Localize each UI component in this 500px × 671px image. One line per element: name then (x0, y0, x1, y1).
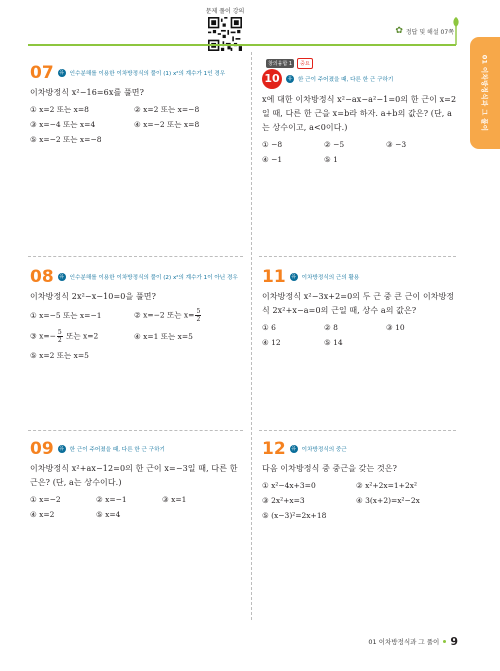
problem-number: 07 (30, 63, 54, 83)
fraction-numerator: 5 (196, 308, 201, 315)
qr-caption: 문제 풀이 강의 (205, 8, 245, 15)
row-divider (28, 256, 243, 257)
fraction-denominator: 2 (57, 337, 62, 344)
choice-5[interactable]: ⑤ x=4 (96, 510, 121, 519)
problem-type: 이차방정식의 중근 (301, 447, 347, 453)
choices (262, 480, 458, 521)
choice-3[interactable]: ③ x=1 (162, 495, 187, 504)
choice-2-text: ② x=−2 또는 x= (134, 310, 195, 320)
question-text: 이차방정식 x²−3x+2=0의 두 근 중 큰 근이 이차방정식 2x²+x−a=0의 근일 때, 상수 a의 값은? (262, 292, 455, 315)
problem-type: 인수분해를 이용한 이차방정식의 풀이 (1) x²의 계수가 1인 경우 (69, 71, 226, 77)
choice-3[interactable]: ③ 2x²+x=3 (262, 496, 305, 505)
choice-4[interactable]: ④ −1 (262, 155, 283, 164)
choice-1[interactable]: ① 6 (262, 323, 276, 332)
choice-1[interactable]: ① x=−2 (30, 495, 61, 504)
choice-2[interactable]: ② x²+2x=1+2x² (356, 481, 417, 490)
type-icon: 유 (291, 446, 297, 452)
problem-number: 10 (262, 69, 282, 89)
choice-2[interactable]: ② 8 (324, 323, 338, 332)
choice-5[interactable]: ⑤ (x−3)²=2x+18 (262, 511, 327, 520)
choice-1[interactable]: ① −8 (262, 140, 283, 149)
choices (30, 494, 245, 520)
row-divider (259, 256, 456, 257)
answer-reference-text: 정답 및 해설 07쪽 (405, 28, 454, 36)
choice-3[interactable]: ③ 10 (386, 323, 405, 332)
type-icon: 유 (291, 274, 297, 280)
choice-4[interactable]: ④ 12 (262, 338, 281, 347)
choice-1[interactable]: ① x²−4x+3=0 (262, 481, 316, 490)
row-divider (259, 430, 456, 431)
chapter-side-tab-label: 01 이차방정식과 그 풀이 (480, 54, 489, 132)
important-badge: 중요 (297, 58, 313, 69)
choice-4[interactable]: ④ x=2 (30, 510, 55, 519)
fraction-numerator: 5 (57, 329, 62, 336)
choice-2[interactable]: ② x=−1 (96, 495, 127, 504)
problem-07 (30, 64, 245, 145)
problem-number: 08 (30, 267, 54, 287)
footer-chapter: 01 이차방정식과 그 풀이 (368, 638, 440, 646)
row-divider (28, 430, 243, 431)
choices (30, 104, 245, 145)
choice-5[interactable]: ⑤ 1 (324, 155, 338, 164)
choice-4[interactable]: ④ 3(x+2)=x²−2x (356, 496, 420, 505)
fraction (195, 308, 201, 323)
problem-type: 이차방정식의 근의 활용 (301, 275, 360, 281)
choice-2[interactable]: ② −5 (324, 140, 345, 149)
problem-type: 한 근이 주어졌을 때, 다른 한 근 구하기 (69, 447, 165, 453)
type-icon: 유 (59, 70, 65, 76)
problem-number: 12 (262, 439, 286, 459)
fraction-denominator: 2 (196, 316, 201, 323)
choice-5[interactable]: ⑤ x=2 또는 x=5 (30, 351, 89, 360)
fraction (57, 329, 63, 344)
choice-5[interactable]: ⑤ x=−2 또는 x=−8 (30, 135, 102, 144)
choices (262, 139, 458, 165)
problem-number: 09 (30, 439, 54, 459)
choice-3[interactable]: ③ x=−4 또는 x=4 (30, 120, 96, 129)
problem-12 (262, 440, 458, 521)
choice-4[interactable]: ④ x=−2 또는 x=8 (134, 120, 200, 129)
choice-2[interactable]: ② x=2 또는 x=−8 (134, 105, 200, 114)
choice-5[interactable]: ⑤ 14 (324, 338, 343, 347)
problem-11 (262, 268, 458, 348)
choice-3-text: ③ x=− (30, 331, 56, 341)
question-text: 이차방정식 x²+ax−12=0의 한 근이 x=−3일 때, 다른 한 근은? (단, a는 상수이다.) (30, 464, 238, 487)
page-number: 9 (450, 635, 458, 648)
type-icon: 유 (59, 274, 65, 280)
choice-1[interactable]: ① x=−5 또는 x=−1 (30, 311, 102, 320)
problem-08 (30, 268, 245, 361)
question-text: 이차방정식 x²−16=6x를 풀면? (30, 88, 145, 97)
flower-icon: ✿ (395, 26, 403, 36)
problem-10 (262, 58, 458, 165)
choice-3-text-end: 또는 x=2 (66, 331, 99, 341)
choice-3[interactable] (30, 329, 134, 344)
question-text: x에 대한 이차방정식 x²−ax−a²−1=0의 한 근이 x=2일 때, 다른 한 근을 x=b라 하자. a+b의 값은? (단, a는 상수이고, a<0이다.) (262, 95, 457, 132)
choices (262, 322, 458, 348)
choice-1[interactable]: ① x=2 또는 x=8 (30, 105, 89, 114)
question-text: 이차방정식 2x²−x−10=0을 풀면? (30, 292, 156, 301)
type-icon: 유 (287, 76, 293, 82)
choice-3[interactable]: ③ −3 (386, 140, 407, 149)
type-icon: 유 (59, 446, 65, 452)
chapter-side-tab[interactable] (470, 37, 500, 149)
creative-badge: 창의융합 1 (268, 60, 293, 67)
column-divider (251, 52, 252, 620)
problem-number: 11 (262, 267, 286, 287)
footer-dot (443, 640, 446, 643)
problem-type: 한 근이 주어졌을 때, 다른 한 근 구하기 (298, 77, 394, 83)
choice-4[interactable]: ④ x=1 또는 x=5 (134, 332, 193, 341)
header-rule (28, 44, 456, 46)
problem-type: 인수분해를 이용한 이차방정식의 풀이 (2) x²의 계수가 1이 아닌 경우 (69, 275, 238, 281)
choice-2[interactable] (134, 308, 238, 323)
problem-09 (30, 440, 245, 520)
question-text: 다음 이차방정식 중 중근을 갖는 것은? (262, 464, 398, 473)
answer-reference (395, 26, 454, 36)
page-footer (368, 635, 458, 648)
choices (30, 308, 245, 361)
